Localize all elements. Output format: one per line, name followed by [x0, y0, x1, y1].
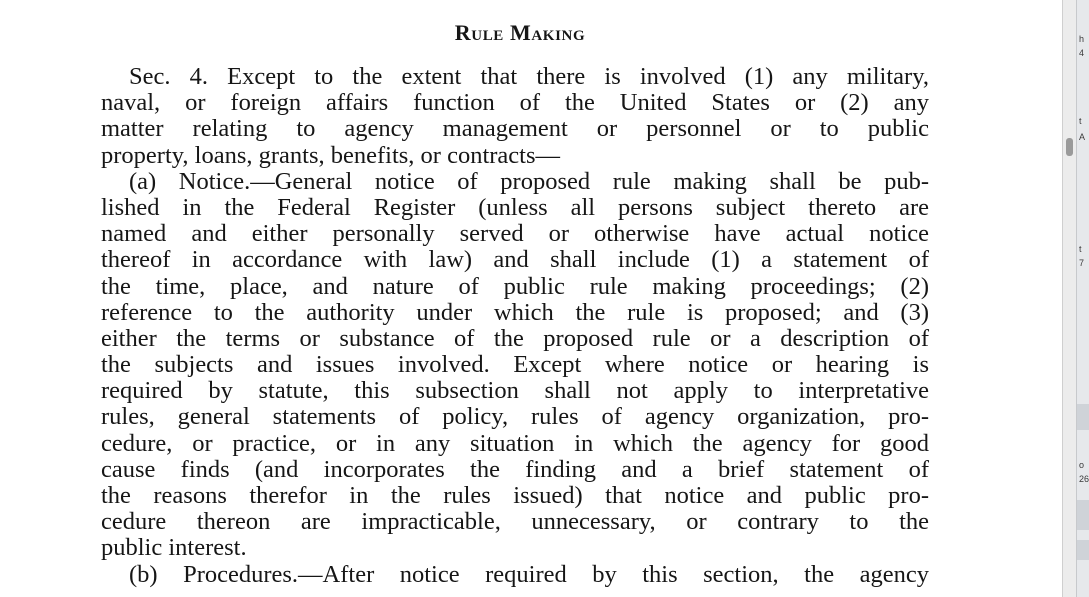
text-line: matter relating to agency management or personnel or to public	[101, 115, 929, 143]
adjacent-window-edge[interactable]	[1076, 0, 1089, 597]
scrollbar-thumb[interactable]	[1066, 138, 1073, 156]
document-body	[101, 64, 929, 588]
text-line: property, loans, grants, benefits, or contracts—	[101, 141, 561, 169]
text-line: either the terms or substance of the proposed rule or a description of	[101, 324, 929, 352]
text-line: thereof in accordance with law) and shall include (1) a statement of	[101, 246, 929, 274]
text-line: public interest.	[101, 534, 247, 562]
text-line: the reasons therefor in the rules issued) that notice and public pro-	[101, 482, 929, 509]
peek-text: 4	[1079, 48, 1085, 58]
peek-text: 26	[1079, 474, 1089, 484]
text-line: cedure thereon are impracticable, unnecessary, or contrary to the	[101, 508, 929, 536]
text-line: cedure, or practice, or in any situation in which the agency for good	[101, 429, 929, 457]
text-line: cause finds (and incorporates the finding and a brief statement of	[101, 455, 929, 483]
peek-thumbnail	[1077, 404, 1089, 430]
text-line: (a) Notice.—General notice of proposed rule making shall be pub-	[129, 167, 929, 195]
section-heading: Rule Making	[454, 20, 586, 45]
text-line: Sec. 4. Except to the extent that there is involved (1) any military,	[129, 63, 929, 90]
text-line: the subjects and issues involved. Except where notice or hearing is	[101, 351, 929, 379]
peek-thumbnail	[1077, 540, 1089, 560]
text-line: naval, or foreign affairs function of the United States or (2) any	[101, 89, 929, 117]
peek-text: h	[1079, 34, 1085, 44]
text-line: named and either personally served or otherwise have actual notice	[101, 220, 929, 248]
text-line: the time, place, and nature of public rule making proceedings; (2)	[101, 272, 929, 300]
vertical-scrollbar[interactable]	[1062, 0, 1076, 597]
text-line: rules, general statements of policy, rules of agency organization, pro-	[101, 403, 929, 431]
text-line: required by statute, this subsection shall not apply to interpretative	[101, 377, 929, 405]
text-line: lished in the Federal Register (unless all persons subject thereto are	[101, 193, 929, 221]
text-line: (b) Procedures.—After notice required by this section, the agency	[129, 560, 929, 588]
peek-text: o	[1079, 460, 1085, 470]
peek-thumbnail	[1077, 500, 1089, 530]
peek-text: A	[1079, 132, 1086, 142]
peek-text: t	[1079, 116, 1082, 126]
peek-text: t	[1079, 244, 1082, 254]
peek-text: 7	[1079, 258, 1085, 268]
text-line: reference to the authority under which the rule is proposed; and (3)	[101, 298, 929, 326]
